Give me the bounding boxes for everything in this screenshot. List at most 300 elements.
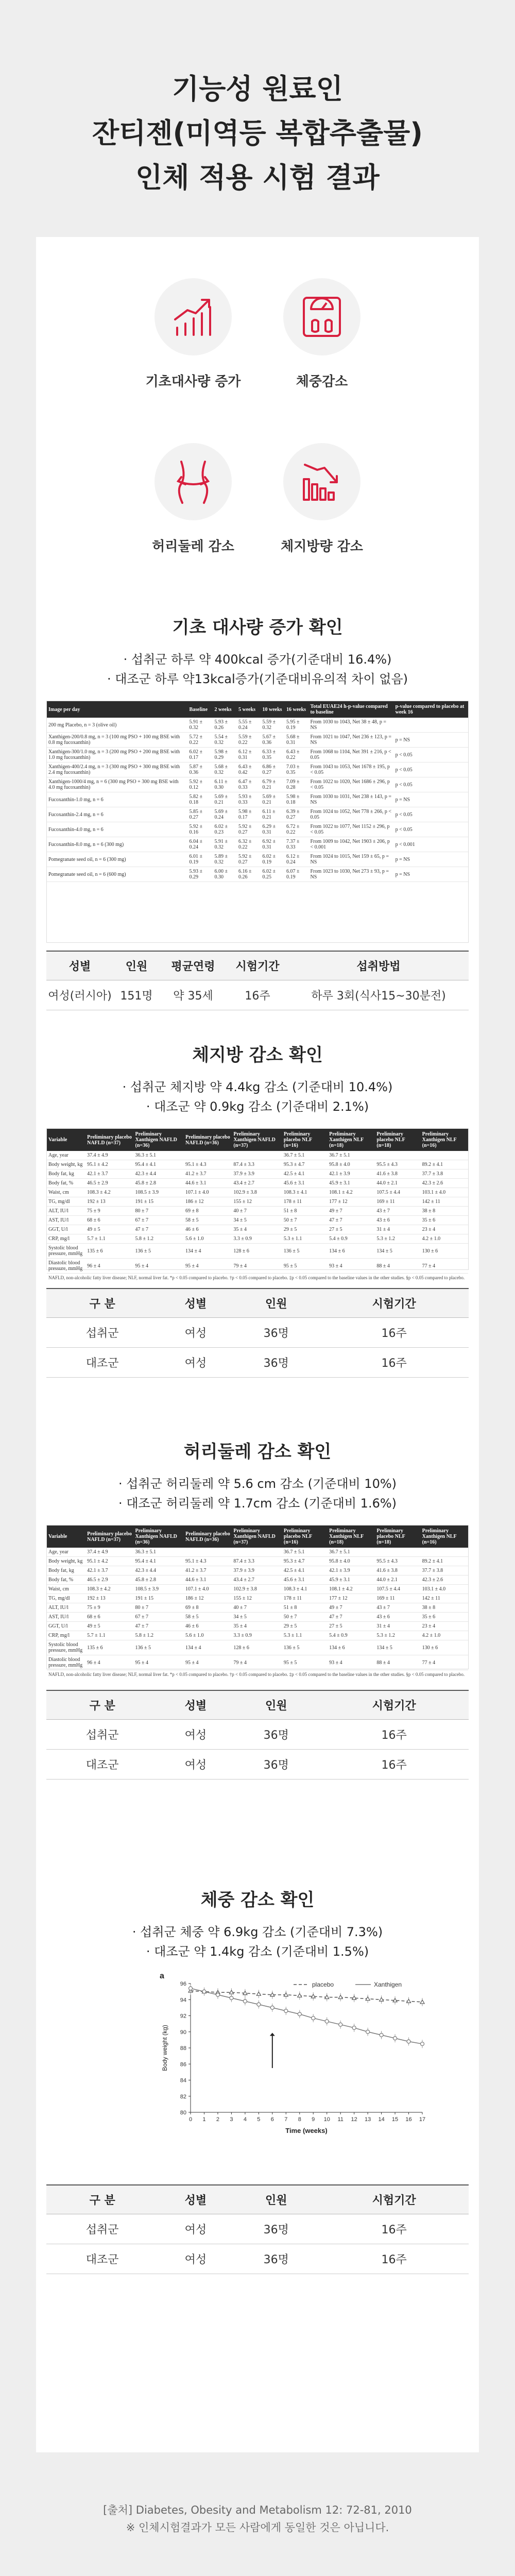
x-tick-label: 6: [270, 2116, 274, 2123]
x-axis-label: Time (weeks): [285, 2127, 328, 2134]
paper-cell: 95 ± 4: [134, 1655, 184, 1670]
paper-cell: Body weight, kg: [47, 1557, 85, 1566]
paper-cell: 6.92 ± 0.31: [261, 837, 285, 852]
paper-col-header: 10 weeks: [261, 701, 285, 718]
paper-col-header: Preliminary placebo NAFLD (n=36): [184, 1526, 232, 1548]
paper-cell: 108.1 ± 4.2: [328, 1188, 375, 1197]
paper-cell: 5.92 ± 0.27: [237, 852, 261, 867]
paper-cell: 4.2 ± 1.0: [421, 1234, 468, 1244]
col-header: 시험기간: [319, 2185, 469, 2214]
paper-cell: 5.69 ± 0.21: [261, 792, 285, 807]
cell: 16주: [319, 1749, 469, 1779]
paper-cell: [184, 1151, 232, 1160]
paper-cell: 191 ± 15: [134, 1594, 184, 1603]
paper-cell: 40 ± 7: [232, 1207, 282, 1216]
paper-cell: 43 ± 7: [375, 1603, 420, 1613]
paper-cell: 6.11 ± 0.21: [261, 807, 285, 822]
paper-cell: 36.3 ± 5.1: [134, 1548, 184, 1557]
paper-row: [47, 1259, 468, 1274]
paper-cell: 49 ± 5: [85, 1225, 133, 1234]
paper-row: [47, 1631, 468, 1640]
paper-cell: 79 ± 4: [232, 1259, 282, 1274]
paper-cell: [421, 1548, 468, 1557]
paper-row: [47, 1179, 468, 1188]
paper-cell: 6.01 ± 0.19: [187, 852, 213, 867]
bullet: · 대조군 약 0.9kg 감소 (기준대비 2.1%): [146, 1099, 369, 1114]
y-tick-label: 90: [180, 2029, 186, 2036]
paper-cell: 6.16 ± 0.26: [237, 867, 261, 882]
paper-col-header: Preliminary Xanthigen NAFLD (n=36): [134, 1526, 184, 1548]
paper-cell: Xanthigen-1000/4 mg, n = 6 (300 mg PSO + 300 mg BSE with 4.0 mg fucoxanthin): [47, 777, 187, 792]
paper-cell: 5.68 ± 0.31: [285, 733, 309, 748]
paper-cell: 41.6 ± 3.8: [375, 1170, 420, 1179]
paper-cell: 34 ± 5: [232, 1613, 282, 1622]
paper-cell: 89.2 ± 4.1: [421, 1557, 468, 1566]
paper-row: [47, 1585, 468, 1594]
chart-up-icon: [154, 278, 232, 355]
paper-cell: 95.3 ± 4.7: [282, 1557, 328, 1566]
paper-col-header: 5 weeks: [237, 701, 261, 718]
paper-row: [47, 1548, 468, 1557]
paper-table: [47, 1526, 468, 1670]
paper-row: [47, 1216, 468, 1225]
cell: 16주: [319, 1719, 469, 1749]
paper-cell: Xanthigen-400/2.4 mg, n = 3 (300 mg PSO + 300 mg BSE with 2.4 mg fucoxanthin): [47, 762, 187, 777]
col-header: 구 분: [46, 1690, 158, 1719]
paper-cell: [375, 1548, 420, 1557]
paper-cell: 6.04 ± 0.24: [187, 837, 213, 852]
paper-cell: 191 ± 15: [134, 1197, 184, 1207]
bullet: · 섭취군 체중 약 6.9kg 감소 (기준대비 7.3%): [132, 1925, 383, 1939]
paper-cell: 95 ± 5: [282, 1259, 328, 1274]
cell: 약 35세: [160, 980, 227, 1010]
paper-cell: 155 ± 12: [232, 1197, 282, 1207]
annotation-arrowhead: [270, 2033, 275, 2036]
paper-cell: 95.8 ± 4.0: [328, 1160, 375, 1170]
paper-cell: 186 ± 12: [184, 1594, 232, 1603]
x-tick-label: 17: [419, 2116, 426, 2123]
paper-cell: 27 ± 5: [328, 1225, 375, 1234]
paper-cell: From 1068 to 1104, Net 391 ± 216, p < 0.05: [308, 748, 393, 762]
paper-cell: 5.69 ± 0.21: [213, 792, 237, 807]
paper-cell: Fucoxanthin-4.0 mg, n = 6: [47, 822, 187, 837]
paper-cell: 3.3 ± 0.9: [232, 1631, 282, 1640]
paper-cell: [375, 1151, 420, 1160]
paper-cell: 44.0 ± 2.1: [375, 1575, 420, 1585]
paper-cell: 155 ± 12: [232, 1594, 282, 1603]
col-header: 섭취방법: [288, 951, 469, 980]
cell: 36명: [233, 2214, 319, 2244]
paper-cell: From 1024 to 1052, Net 778 ± 266, p < 0.05: [308, 807, 393, 822]
paper-cell: p = NS: [394, 733, 468, 748]
paper-row: [47, 822, 468, 837]
paper-col-header: Preliminary placebo NAFLD (n=37): [85, 1129, 133, 1151]
paper-row: [47, 867, 468, 882]
paper-cell: 107.5 ± 4.4: [375, 1585, 420, 1594]
paper-cell: 5.93 ± 0.33: [237, 792, 261, 807]
paper-cell: 42.3 ± 2.6: [421, 1179, 468, 1188]
paper-cell: 45.6 ± 3.1: [282, 1575, 328, 1585]
paper-col-header: Variable: [47, 1526, 85, 1548]
paper-cell: p < 0.05: [394, 777, 468, 792]
paper-cell: GGT, U/l: [47, 1225, 85, 1234]
paper-cell: 128 ± 6: [232, 1640, 282, 1655]
paper-col-header: 2 weeks: [213, 701, 237, 718]
paper-cell: Body fat, kg: [47, 1566, 85, 1575]
paper-row: [47, 1640, 468, 1655]
weight-chart: [154, 1968, 433, 2143]
paper-cell: Body fat, kg: [47, 1170, 85, 1179]
paper-cell: 108.5 ± 3.9: [134, 1585, 184, 1594]
paper-cell: p = NS: [394, 792, 468, 807]
content-card: [36, 237, 479, 2452]
paper-cell: 50 ± 7: [282, 1613, 328, 1622]
paper-row: [47, 807, 468, 822]
paper-cell: 135 ± 6: [85, 1640, 133, 1655]
paper-cell: 134 ± 6: [328, 1244, 375, 1259]
paper-row: [47, 762, 468, 777]
cell: 151명: [113, 980, 160, 1010]
paper-cell: 169 ± 11: [375, 1197, 420, 1207]
paper-cell: 5.59 ± 0.32: [261, 718, 285, 733]
data-point-Xanthigen: [243, 1999, 247, 2003]
paper-cell: AST, IU/l: [47, 1613, 85, 1622]
paper-cell: p < 0.05: [394, 748, 468, 762]
paper-cell: 186 ± 12: [184, 1197, 232, 1207]
paper-row: [47, 1234, 468, 1244]
paper-cell: 89.2 ± 4.1: [421, 1160, 468, 1170]
paper-cell: 42.1 ± 3.7: [85, 1170, 133, 1179]
x-tick-label: 13: [364, 2116, 371, 2123]
paper-cell: 5.3 ± 1.1: [282, 1234, 328, 1244]
paper-cell: 49 ± 5: [85, 1622, 133, 1631]
x-tick-label: 10: [323, 2116, 330, 2123]
paper-cell: 35 ± 4: [232, 1225, 282, 1234]
paper-cell: 43 ± 6: [375, 1216, 420, 1225]
paper-row: [47, 852, 468, 867]
paper-cell: 5.92 ± 0.16: [187, 822, 213, 837]
table-row: [46, 1719, 469, 1749]
paper-cell: 46.5 ± 2.9: [85, 1179, 133, 1188]
paper-cell: 44.6 ± 3.1: [184, 1179, 232, 1188]
paper-cell: 41.2 ± 3.7: [184, 1170, 232, 1179]
paper-cell: 6.72 ± 0.22: [285, 822, 309, 837]
data-point-Xanthigen: [325, 2020, 329, 2023]
paper-cell: 47 ± 7: [134, 1622, 184, 1631]
paper-cell: 49 ± 7: [328, 1207, 375, 1216]
paper-cell: ALT, IU/l: [47, 1207, 85, 1216]
paper-cell: 192 ± 13: [85, 1594, 133, 1603]
paper-col-header: p-value compared to placebo at week 16: [394, 701, 468, 718]
col-header: 성별: [158, 1690, 233, 1719]
paper-cell: 45.9 ± 3.1: [328, 1179, 375, 1188]
paper-cell: 42.5 ± 4.1: [282, 1170, 328, 1179]
paper-cell: 51 ± 8: [282, 1207, 328, 1216]
paper-row: [47, 1188, 468, 1197]
paper-cell: 46 ± 6: [184, 1622, 232, 1631]
x-tick-label: 11: [337, 2116, 344, 2123]
y-axis-label: Body weight (kg): [161, 2025, 168, 2071]
section-title: 체지방 감소 확인: [192, 1045, 323, 1065]
col-header: 인원: [233, 1289, 319, 1317]
data-point-Xanthigen: [380, 2033, 383, 2037]
bmr-info-table: [46, 951, 469, 1010]
bullet: · 대조군 약 1.4kg 감소 (기준대비 1.5%): [146, 1944, 369, 1959]
paper-row: [47, 1655, 468, 1670]
col-header: 성별: [158, 1289, 233, 1317]
paper-col-header: Image per day: [47, 701, 187, 718]
paper-cell: 43 ± 6: [375, 1613, 420, 1622]
paper-cell: 5.89 ± 0.32: [213, 852, 237, 867]
cell: 16주: [319, 1347, 469, 1377]
paper-cell: 95 ± 5: [282, 1655, 328, 1670]
paper-cell: From 1043 to 1053, Net 1678 ± 195, p < 0.05: [308, 762, 393, 777]
paper-cell: 5.3 ± 1.2: [375, 1234, 420, 1244]
fat-info-table: [46, 1288, 469, 1378]
y-tick-label: 86: [180, 2061, 186, 2068]
col-header: 인원: [113, 951, 160, 980]
paper-cell: 5.95 ± 0.19: [285, 718, 309, 733]
paper-row: [47, 1170, 468, 1179]
cell: 36명: [233, 1317, 319, 1347]
paper-cell: 5.93 ± 0.26: [213, 718, 237, 733]
paper-cell: Fucoxanthin-1.0 mg, n = 6: [47, 792, 187, 807]
paper-cell: 102.9 ± 3.8: [232, 1188, 282, 1197]
paper-cell: 93 ± 4: [328, 1259, 375, 1274]
col-header: 구 분: [46, 1289, 158, 1317]
paper-col-header: Preliminary Xanthigen NAFLD (n=36): [134, 1129, 184, 1151]
data-point-Xanthigen: [366, 2030, 370, 2033]
paper-cell: 200 mg Placebo, n = 3 (olive oil): [47, 718, 187, 733]
paper-cell: 37.7 ± 3.8: [421, 1170, 468, 1179]
bullet: · 대조군 하루 약13kcal증가(기준대비유의적 차이 없음): [107, 672, 408, 686]
paper-col-header: Variable: [47, 1129, 85, 1151]
col-header: 성별: [46, 951, 113, 980]
paper-cell: 47 ± 7: [328, 1613, 375, 1622]
paper-cell: 108.5 ± 3.9: [134, 1188, 184, 1197]
data-point-Xanthigen: [407, 2040, 410, 2043]
paper-cell: 5.54 ± 0.32: [213, 733, 237, 748]
paper-cell: 107.1 ± 4.0: [184, 1585, 232, 1594]
x-tick-label: 7: [284, 2116, 288, 2123]
paper-col-header: Preliminary Xanthigen NAFLD (n=37): [232, 1526, 282, 1548]
paper-cell: 69 ± 8: [184, 1207, 232, 1216]
x-tick-label: 12: [351, 2116, 357, 2123]
paper-cell: 5.68 ± 0.32: [213, 762, 237, 777]
paper-cell: 6.47 ± 0.33: [237, 777, 261, 792]
paper-cell: From 1024 to 1015, Net 159 ± 65, p = NS: [308, 852, 393, 867]
paper-row: [47, 1197, 468, 1207]
paper-row: [47, 1566, 468, 1575]
paper-cell: 136 ± 5: [282, 1640, 328, 1655]
benefit-icons: [36, 278, 479, 567]
paper-cell: From 1009 to 1042, Net 1903 ± 206, p < 0.001: [308, 837, 393, 852]
paper-cell: 6.12 ± 0.24: [285, 852, 309, 867]
paper-cell: From 1023 to 1030, Net 273 ± 93, p = NS: [308, 867, 393, 882]
paper-cell: 77 ± 4: [421, 1259, 468, 1274]
paper-cell: 95.3 ± 4.7: [282, 1160, 328, 1170]
x-tick-label: 14: [378, 2116, 385, 2123]
paper-cell: 46.5 ± 2.9: [85, 1575, 133, 1585]
paper-cell: 5.85 ± 0.27: [187, 807, 213, 822]
paper-cell: 40 ± 7: [232, 1603, 282, 1613]
benefit-bmr: [131, 278, 255, 390]
paper-cell: 6.29 ± 0.31: [261, 822, 285, 837]
paper-cell: 5.92 ± 0.12: [187, 777, 213, 792]
paper-cell: 103.1 ± 4.0: [421, 1188, 468, 1197]
paper-cell: 5.93 ± 0.29: [187, 867, 213, 882]
x-tick-label: 3: [230, 2116, 233, 2123]
paper-cell: 77 ± 4: [421, 1655, 468, 1670]
cell: 36명: [233, 1749, 319, 1779]
paper-cell: 42.3 ± 2.6: [421, 1575, 468, 1585]
citation: [출처] Diabetes, Obesity and Metabolism 12: 72-81, 2010: [103, 2504, 412, 2516]
paper-cell: p < 0.05: [394, 807, 468, 822]
paper-table: [47, 1129, 468, 1274]
section-bullets: [36, 650, 479, 689]
paper-cell: 69 ± 8: [184, 1603, 232, 1613]
title-line-1: 기능성 원료인: [172, 73, 343, 105]
paper-cell: 37.4 ± 4.9: [85, 1151, 133, 1160]
paper-cell: 38 ± 8: [421, 1207, 468, 1216]
paper-cell: 6.00 ± 0.30: [213, 867, 237, 882]
paper-col-header: Preliminary placebo NAFLD (n=36): [184, 1129, 232, 1151]
data-point-placebo: [420, 2000, 424, 2004]
paper-cell: 6.32 ± 0.22: [237, 837, 261, 852]
paper-cell: 49 ± 7: [328, 1603, 375, 1613]
paper-cell: 136 ± 5: [134, 1244, 184, 1259]
paper-cell: 87.4 ± 3.3: [232, 1160, 282, 1170]
paper-cell: 5.98 ± 0.18: [285, 792, 309, 807]
paper-cell: 46 ± 6: [184, 1225, 232, 1234]
paper-col-header: 16 weeks: [285, 701, 309, 718]
paper-cell: p < 0.05: [394, 762, 468, 777]
paper-cell: 5.3 ± 1.2: [375, 1631, 420, 1640]
col-header: 구 분: [46, 2185, 158, 2214]
paper-cell: 5.4 ± 0.9: [328, 1234, 375, 1244]
paper-cell: 44.6 ± 3.1: [184, 1575, 232, 1585]
paper-cell: 6.02 ± 0.19: [261, 852, 285, 867]
paper-cell: 107.5 ± 4.4: [375, 1188, 420, 1197]
paper-cell: p < 0.05: [394, 822, 468, 837]
data-point-Xanthigen: [270, 2006, 274, 2009]
paper-cell: 130 ± 6: [421, 1640, 468, 1655]
paper-cell: Pomegranate seed oil, n = 6 (300 mg): [47, 852, 187, 867]
paper-cell: 58 ± 5: [184, 1216, 232, 1225]
data-point-Xanthigen: [352, 2026, 356, 2029]
paper-cell: TG, mg/dl: [47, 1197, 85, 1207]
paper-cell: Diastolic blood pressure, mmHg: [47, 1655, 85, 1670]
paper-cell: 177 ± 12: [328, 1197, 375, 1207]
data-point-Xanthigen: [202, 1990, 206, 1993]
paper-cell: 42.1 ± 3.7: [85, 1566, 133, 1575]
paper-cell: 5.7 ± 1.1: [85, 1234, 133, 1244]
paper-cell: 29 ± 5: [282, 1622, 328, 1631]
paper-cell: 5.59 ± 0.22: [237, 733, 261, 748]
paper-cell: 43.4 ± 2.7: [232, 1575, 282, 1585]
paper-cell: 136 ± 5: [282, 1244, 328, 1259]
paper-cell: 7.09 ± 0.28: [285, 777, 309, 792]
chart-down-icon: [283, 443, 360, 520]
bullet: · 섭취군 허리둘레 약 5.6 cm 감소 (기준대비 10%): [118, 1477, 397, 1491]
paper-cell: 43.4 ± 2.7: [232, 1179, 282, 1188]
cell: 대조군: [46, 1749, 158, 1779]
paper-cell: [394, 718, 468, 733]
cell: 섭취군: [46, 1719, 158, 1749]
paper-cell: 6.43 ± 0.22: [285, 748, 309, 762]
paper-cell: Xanthigen-300/1.0 mg, n = 3 (200 mg PSO + 200 mg BSE with 1.0 mg fucoxanthin): [47, 748, 187, 762]
cell: 여성: [158, 2244, 233, 2274]
y-tick-label: 84: [180, 2077, 186, 2084]
paper-cell: p = NS: [394, 852, 468, 867]
paper-cell: 36.7 ± 5.1: [282, 1151, 328, 1160]
paper-cell: 7.37 ± 0.33: [285, 837, 309, 852]
paper-cell: 75 ± 9: [85, 1603, 133, 1613]
title-line-3: 인체 적용 시험 결과: [135, 161, 380, 194]
cell: 여성(러시아): [46, 980, 113, 1010]
cell: 16주: [319, 1317, 469, 1347]
paper-cell: 95.1 ± 4.3: [184, 1160, 232, 1170]
paper-row: [47, 1244, 468, 1259]
x-tick-label: 15: [391, 2116, 399, 2123]
benefit-label: 체중감소: [296, 374, 348, 389]
paper-cell: 67 ± 7: [134, 1216, 184, 1225]
paper-cell: 80 ± 7: [134, 1603, 184, 1613]
benefit-label: 기초대사량 증가: [145, 374, 241, 389]
paper-cell: 42.5 ± 4.1: [282, 1566, 328, 1575]
paper-cell: 108.3 ± 4.1: [282, 1188, 328, 1197]
paper-cell: Body fat, %: [47, 1179, 85, 1188]
paper-cell: 102.9 ± 3.8: [232, 1585, 282, 1594]
paper-cell: Waist, cm: [47, 1585, 85, 1594]
paper-cell: 134 ± 4: [184, 1244, 232, 1259]
paper-cell: From 1021 to 1047, Net 236 ± 123, p = NS: [308, 733, 393, 748]
paper-cell: 38 ± 8: [421, 1603, 468, 1613]
paper-row: [47, 792, 468, 807]
paper-cell: [232, 1151, 282, 1160]
benefit-label: 체지방량 감소: [281, 539, 363, 554]
paper-row: [47, 1151, 468, 1160]
paper-cell: 5.87 ± 0.36: [187, 762, 213, 777]
x-tick-label: 1: [202, 2116, 206, 2123]
cell: 여성: [158, 1317, 233, 1347]
paper-cell: 96 ± 4: [85, 1655, 133, 1670]
paper-cell: 43 ± 7: [375, 1207, 420, 1216]
panel-label: a: [160, 1972, 164, 1980]
paper-cell: 6.43 ± 0.42: [237, 762, 261, 777]
section-title: 기초 대사량 증가 확인: [172, 617, 343, 638]
paper-cell: From 1030 to 1043, Net 38 ± 48, p = NS: [308, 718, 393, 733]
cell: 여성: [158, 2214, 233, 2244]
paper-cell: Diastolic blood pressure, mmHg: [47, 1259, 85, 1274]
paper-cell: 134 ± 5: [375, 1640, 420, 1655]
y-tick-label: 92: [180, 2013, 186, 2020]
paper-cell: 88 ± 4: [375, 1259, 420, 1274]
paper-cell: CRP, mg/l: [47, 1234, 85, 1244]
paper-col-header: Preliminary Xanthigen NLF (n=18): [328, 1526, 375, 1548]
section-bullets: [36, 1077, 479, 1116]
paper-cell: 36.7 ± 5.1: [328, 1151, 375, 1160]
paper-cell: 5.6 ± 1.0: [184, 1631, 232, 1640]
paper-cell: 95 ± 4: [184, 1655, 232, 1670]
paper-col-header: Preliminary placebo NAFLD (n=37): [85, 1526, 133, 1548]
data-point-Xanthigen: [421, 2042, 424, 2046]
paper-row: [47, 1622, 468, 1631]
paper-cell: AST, IU/l: [47, 1216, 85, 1225]
paper-cell: 134 ± 4: [184, 1640, 232, 1655]
paper-cell: 45.6 ± 3.1: [282, 1179, 328, 1188]
cell: 하루 3회(식사15~30분전): [288, 980, 469, 1010]
